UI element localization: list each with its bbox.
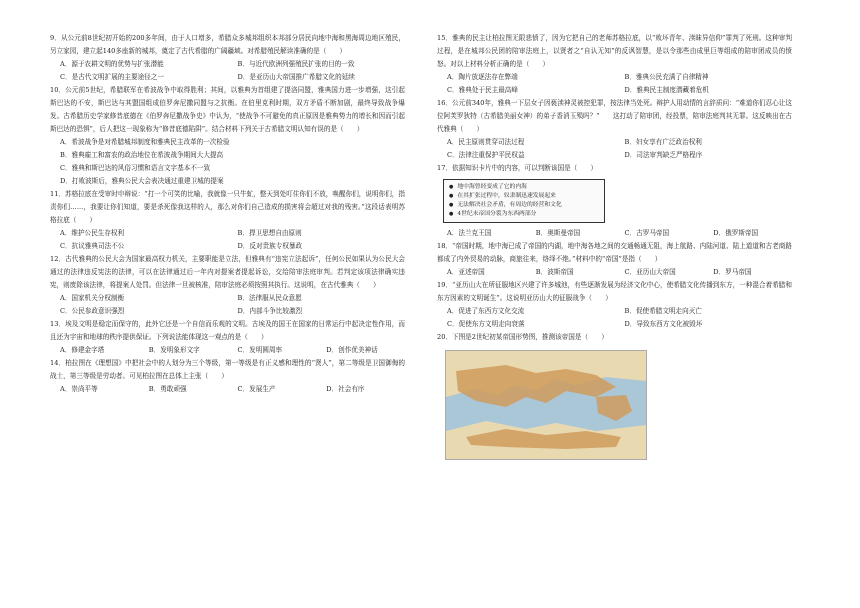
question-9 — [50, 32, 405, 84]
question-10 — [50, 84, 405, 188]
option-b: B．与近代欧洲列强殖民扩张的目的一致 — [237, 60, 355, 68]
option-c: C．公民参政意识强烈 — [60, 307, 125, 315]
option-b: B．捍卫思想自由原则 — [237, 229, 302, 237]
map-graphic — [446, 351, 646, 459]
option-c: C．发明圆周率 — [237, 346, 283, 354]
option-d: D．导致东西方文化被毁坏 — [624, 320, 703, 328]
options — [437, 266, 792, 279]
option-c: C．抗议雅典司法不公 — [60, 242, 125, 250]
question-15 — [437, 32, 792, 97]
option-b: B．法律服从民众意愿 — [237, 294, 302, 302]
question-text: 14．柏拉图在《理想国》中把社会中的人划分为三个等级，第一等级是有正义感和理性的“贤人”，第二等级是卫国御侮的战士，第三等级是劳动者。可见柏拉图在总体上主张（ ） — [50, 359, 405, 380]
card-item: ● 无法解决社会矛盾，有周边的经营和文化 — [449, 201, 599, 210]
option-d: D．反对贵族专权暴政 — [237, 242, 303, 250]
option-a: A．亚述帝国 — [447, 268, 485, 276]
options — [437, 136, 792, 162]
option-c: C．法律注重保护平民权益 — [447, 151, 525, 159]
left-column — [50, 32, 405, 396]
option-c: C．促使东方文明走向衰落 — [447, 320, 525, 328]
option-d: D．内部斗争比较激烈 — [237, 307, 303, 315]
option-b: B．奥斯曼帝国 — [535, 229, 581, 237]
question-text: 11．苏格拉底在受审时申辩说：“打一个可笑的比喻，我就像一只牛虻，整天到处叮住你们不放，唤醒你们，说明你们，指责你们……，我要让你们知道，要是杀死像我这样的人，那么对你们自己造成的损害将会超过对我的残害。”这段话表明苏格拉底（ ） — [50, 190, 405, 224]
option-b: B．促使希腊文明走向灭亡 — [624, 307, 702, 315]
empire-map — [445, 350, 647, 460]
option-b: B．雅典雇工和富农的政治地位在希波战争期间大大提高 — [60, 151, 224, 159]
option-d: D．打败波斯后，雅典公民大会表决通过重建卫城的提案 — [60, 177, 224, 185]
option-b: B．发明象形文字 — [148, 346, 200, 354]
option-c: C．雅典处于民主最高峰 — [447, 86, 518, 94]
option-c: C．古罗马帝国 — [624, 229, 670, 237]
option-c: C．亚历山大帝国 — [624, 268, 676, 276]
options — [437, 305, 792, 331]
options — [50, 383, 405, 396]
question-text: 16．公元前340年，雅典一下层女子因亵渎神灵被控犯罪，按法律当处死。辩护人用动情的言辞质问：“难道你们忍心让这位阿芙罗狄特（古希腊美丽女神）的弟子香消玉殒吗？” 这打动了陪审团，经投票，陪审法庭判其无罪。这反映出在古代雅典（ ） — [437, 99, 792, 133]
question-text: 20．下图是2世纪初某帝国形势图，推测该帝国是（ ） — [437, 333, 608, 341]
option-a: A．源于农耕文明的优势与扩张潜能 — [60, 60, 164, 68]
option-b: B．勇敢顽强 — [148, 385, 187, 393]
question-13 — [50, 318, 405, 357]
question-text: 12．古代雅典的公民大会为国家最高权力机关，主要职能是立法，但雅典有“违宪立法起诉”，任何公民如果认为公民大会通过的法律违反宪法的法律，可以在法律通过后一年内对提案者提起诉讼，交给陪审法庭审判。若判定该项法律确实违宪，则废除该法律，将提案人处罚。但法律一旦被核准，陪审法庭必须按照其执行。这说明，在古代雅典（ ） — [50, 255, 405, 289]
question-19 — [437, 279, 792, 331]
right-column — [437, 32, 792, 460]
options — [437, 71, 792, 97]
option-d: D．俄罗斯帝国 — [713, 229, 759, 237]
options — [50, 227, 405, 253]
question-12 — [50, 253, 405, 318]
option-b: B．雅典公民充满了自律精神 — [624, 73, 709, 81]
question-18 — [437, 240, 792, 279]
question-text: 13．埃及文明是稳定而保守的，此外它还是一个自信而乐观的文明。古埃及的国王在国家的日常运行中起决定性作用，而且还为宇宙和地球的秩序提供保证。下列说法能体现这一观点的是（ ） — [50, 320, 405, 341]
options — [437, 227, 792, 240]
question-11 — [50, 188, 405, 253]
option-d: D．创作优美神话 — [326, 346, 378, 354]
question-20 — [437, 331, 792, 460]
card-item: ● 在其扩张过程中，奴隶制迅速发展起来 — [449, 192, 599, 201]
option-a: A．希波战争是对希腊城邦制度和雅典民主改革的一次检验 — [60, 138, 230, 146]
question-text: 9．从公元前8世纪初开始的200多年间，由于人口增多，希腊众多城邦组织本邦部分居民向地中海和黑海周边地区殖民，另立家园，建立起140多座新的城邦，奠定了古代希腊的广阔疆域。对希腊殖民解读准确的是（ ） — [50, 34, 405, 55]
option-d: D．罗马帝国 — [713, 268, 752, 276]
option-a: A．陶片放逐法存在弊端 — [447, 73, 518, 81]
card-item: ● 地中海曾经变成了它的内海 — [449, 183, 599, 192]
option-a: A．维护公民生存权利 — [60, 229, 125, 237]
question-14 — [50, 357, 405, 396]
option-a: A．国家机关分权制衡 — [60, 294, 125, 302]
options — [50, 58, 405, 84]
options — [50, 136, 405, 188]
option-c: C．是古代文明扩展的主要途径之一 — [60, 73, 164, 81]
question-text: 17．依据知识卡片中的内容，可以判断该国是（ ） — [437, 164, 598, 172]
option-a: A．法兰克王国 — [447, 229, 492, 237]
option-a: A．民主原则贯穿司法过程 — [447, 138, 525, 146]
card-item: ● 4世纪末帝国分裂为东西两部分 — [449, 210, 599, 219]
option-a: A．促进了东西方文化交流 — [447, 307, 525, 315]
options — [50, 344, 405, 357]
question-text: 10．公元前5世纪，希腊联军在希波战争中取得胜利；其间，以雅典为首组建了提洛同盟，雅典国力进一步增强，这引起斯巴达的不安，斯巴达与其盟国组成伯罗奔尼撒同盟与之抗衡。在伯里克利时期，双方矛盾不断加剧，最终导致战争爆发。古希腊历史学家修昔底德在《伯罗奔尼撒战争史》中认为，“使战争不可避免的真正原因是雅典势力的增长和因而引起斯巴达的恐惧”，后人把这一现象称为“修昔底德陷阱”。结合材料下列关于古希腊文明认知有误的是（ ） — [50, 86, 405, 133]
options — [50, 292, 405, 318]
question-text: 15．雅典的民主让柏拉图无限悲愤了，因为它把自己的老师苏格拉底，以“败坏青年、渎昧异信仰”罪判了死刑。这种审判过程，是在城邦公民团的陪审法庭上，以贤者之“自认无知”的反讽智慧，是以令那些由成里巨等组成的陪审团成员的愤怒。对以上材料分析正确的是（ ） — [437, 34, 792, 68]
question-17 — [437, 162, 792, 240]
question-text: 18．“帝国时期，地中海已成了帝国的内湖，地中海各地之间的交通畅通无阻，海上航路、内陆河道、陆上道道和古老商路都成了内外贸易的动脉，商旅往来，络绎不绝。”材料中的“帝国”是指（ ） — [437, 242, 792, 263]
option-d: D．司法审判缺乏严格程序 — [624, 151, 703, 159]
option-d: D．雅典民主制度潜藏着危机 — [624, 86, 709, 94]
option-b: B．波斯帝国 — [535, 268, 574, 276]
knowledge-card — [443, 179, 605, 223]
question-text: 19．“亚历山大在所征服地区兴建了许多城池，有些逐渐发展为经济文化中心，使希腊文化传播到东方，一种混合着希腊和东方因素的文明诞生”。这说明亚历山大的征服战争（ ） — [437, 281, 792, 302]
option-a: A．修建金字塔 — [60, 346, 105, 354]
option-b: B．妇女享有广泛政治权利 — [624, 138, 702, 146]
option-c: C．雅典和斯巴达的风俗习惯和语言文字基本不一致 — [60, 164, 211, 172]
question-16 — [437, 97, 792, 162]
option-c: C．发展生产 — [237, 385, 276, 393]
option-d: D．是亚历山大帝国推广希腊文化的延续 — [237, 73, 355, 81]
option-a: A．崇尚平等 — [60, 385, 98, 393]
option-d: D．社会有序 — [326, 385, 365, 393]
